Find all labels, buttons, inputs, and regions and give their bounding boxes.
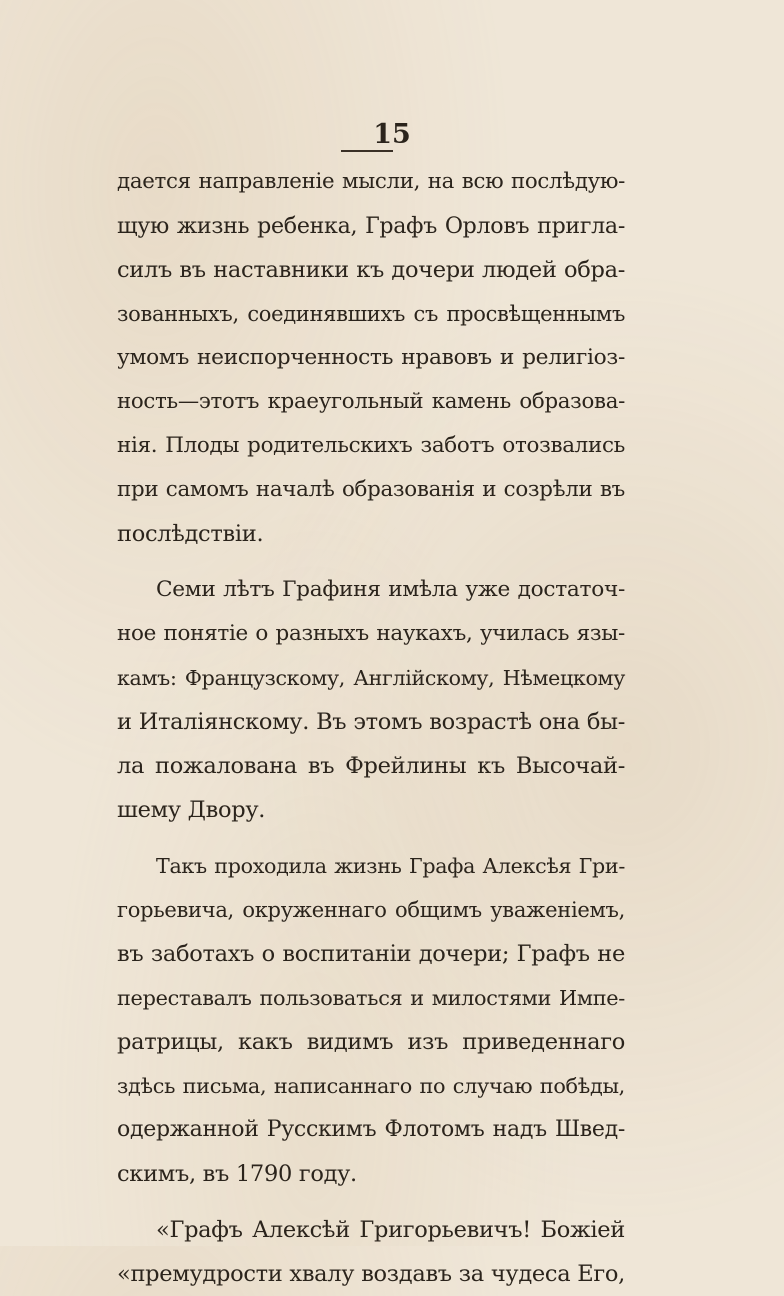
- text-line: здѣсь письма, написаннаго по случаю побѣды,: [117, 1074, 625, 1098]
- text-line: ратрицы, какъ видимъ изъ приведеннаго: [117, 1029, 625, 1055]
- text-line: Такъ проходила жизнь Графа Алексѣя Гри-: [156, 854, 625, 878]
- text-line: переставалъ пользоваться и милостями Импе-: [117, 986, 625, 1010]
- text-line: нія. Плоды родительскихъ заботъ отозвались: [117, 433, 625, 458]
- text-line: камъ: Французскому, Англійскому, Нѣмецкому: [117, 666, 625, 690]
- text-line: дается направленіе мысли, на всю послѣдую-: [117, 169, 625, 194]
- text-line: «Графъ Алексѣй Григорьевичъ! Божіей: [156, 1217, 625, 1243]
- text-line: умомъ неиспорченность нравовъ и религіоз-: [117, 345, 625, 370]
- text-line: щую жизнь ребенка, Графъ Орловъ пригла-: [117, 213, 625, 239]
- page-number-rule: [341, 150, 393, 152]
- text-line: «премудрости хвалу воздавъ за чудеса Его,: [117, 1261, 625, 1287]
- text-line: одержанной Русскимъ Флотомъ надъ Швед-: [117, 1117, 625, 1142]
- text-line: ное понятіе о разныхъ наукахъ, училась язы-: [117, 621, 625, 646]
- text-line: силъ въ наставники къ дочери людей обра-: [117, 257, 625, 283]
- text-line: шему Двору.: [117, 797, 266, 823]
- text-line: Семи лѣтъ Графиня имѣла уже достаточ-: [156, 577, 625, 602]
- text-line: и Италіянскому. Въ этомъ возрастѣ она бы-: [117, 709, 625, 735]
- text-line: ность—этотъ краеугольный камень образова-: [117, 389, 625, 414]
- text-line: ла пожалована въ Фрейлины къ Высочай-: [117, 753, 625, 779]
- body-text: [117, 160, 625, 1296]
- text-line: при самомъ началѣ образованія и созрѣли въ: [117, 477, 625, 502]
- text-line: скимъ, въ 1790 году.: [117, 1161, 357, 1187]
- text-line: послѣдствіи.: [117, 521, 264, 547]
- text-line: зованныхъ, соединявшихъ съ просвѣщеннымъ: [117, 302, 625, 326]
- text-line: горьевича, окруженнаго общимъ уваженіемъ,: [117, 897, 625, 922]
- page-number: 15: [373, 119, 411, 150]
- text-line: въ заботахъ о воспитаніи дочери; Графъ не: [117, 941, 625, 967]
